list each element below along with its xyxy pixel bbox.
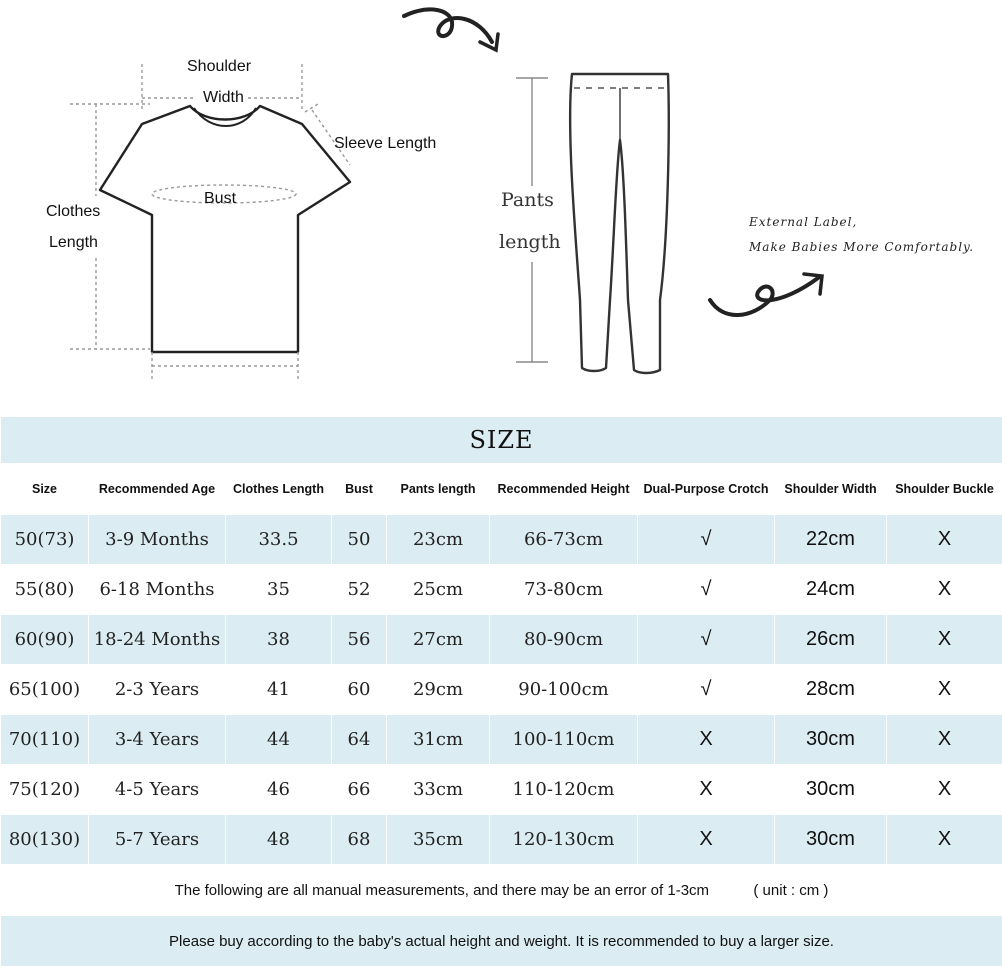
pants-sketch xyxy=(570,74,669,373)
cell-size: 55(80) xyxy=(1,565,89,615)
header-shoulder-width: Shoulder Width xyxy=(775,464,887,515)
cell-height: 90-100cm xyxy=(490,665,638,715)
cell-shoulder-width: 28cm xyxy=(775,665,887,715)
cell-age: 3-4 Years xyxy=(89,715,226,765)
header-pants-length: Pants length xyxy=(387,464,490,515)
cell-shoulder-width: 22cm xyxy=(775,515,887,565)
cell-size: 80(130) xyxy=(1,815,89,865)
width-label: Width xyxy=(203,89,244,107)
unit-note: ( unit : cm ) xyxy=(753,882,828,899)
cell-pants-length: 31cm xyxy=(387,715,490,765)
cell-height: 73-80cm xyxy=(490,565,638,615)
measurement-diagram xyxy=(0,0,1002,416)
cell-size: 50(73) xyxy=(1,515,89,565)
cell-bust: 56 xyxy=(332,615,387,665)
table-row xyxy=(1,715,1002,765)
table-row xyxy=(1,815,1002,865)
header-bust: Bust xyxy=(332,464,387,515)
table-title-row xyxy=(1,417,1002,464)
cell-clothes-length: 38 xyxy=(226,615,332,665)
cell-shoulder-width: 26cm xyxy=(775,615,887,665)
cell-shoulder-width: 30cm xyxy=(775,765,887,815)
cell-size: 75(120) xyxy=(1,765,89,815)
cell-clothes-length: 44 xyxy=(226,715,332,765)
cell-bust: 68 xyxy=(332,815,387,865)
cell-shoulder-buckle: X xyxy=(887,815,1002,865)
external-label-note: External Label, xyxy=(749,215,857,229)
cell-age: 2-3 Years xyxy=(89,665,226,715)
table-row xyxy=(1,665,1002,715)
header-size: Size xyxy=(1,464,89,515)
cell-bust: 52 xyxy=(332,565,387,615)
tshirt-dimension-lines xyxy=(70,64,350,382)
pants-dimension-line xyxy=(516,78,548,362)
purchase-advice-row xyxy=(1,916,1002,967)
cell-age: 6-18 Months xyxy=(89,565,226,615)
cell-shoulder-width: 24cm xyxy=(775,565,887,615)
table-header-row xyxy=(1,464,1002,515)
cell-shoulder-width: 30cm xyxy=(775,815,887,865)
measurement-error-note: The following are all manual measurements, and there may be an error of 1-3cm xyxy=(175,882,709,899)
cell-pants-length: 33cm xyxy=(387,765,490,815)
cell-shoulder-buckle: X xyxy=(887,765,1002,815)
table-row xyxy=(1,765,1002,815)
purchase-advice: Please buy according to the baby's actual height and weight. It is recommended to buy a larger size. xyxy=(1,916,1002,967)
cell-shoulder-width: 30cm xyxy=(775,715,887,765)
cell-crotch: √ xyxy=(638,665,775,715)
cell-clothes-length: 41 xyxy=(226,665,332,715)
curly-arrow-icon xyxy=(404,9,498,50)
cell-shoulder-buckle: X xyxy=(887,565,1002,615)
cell-height: 80-90cm xyxy=(490,615,638,665)
cell-height: 100-110cm xyxy=(490,715,638,765)
cell-crotch: X xyxy=(638,815,775,865)
cell-bust: 64 xyxy=(332,715,387,765)
header-clothes-length: Clothes Length xyxy=(226,464,332,515)
cell-height: 120-130cm xyxy=(490,815,638,865)
cell-age: 18-24 Months xyxy=(89,615,226,665)
sleeve-length-label: Sleeve Length xyxy=(334,135,436,153)
header-recommended-age: Recommended Age xyxy=(89,464,226,515)
cell-age: 5-7 Years xyxy=(89,815,226,865)
curly-arrow-icon-2 xyxy=(710,274,822,315)
cell-pants-length: 29cm xyxy=(387,665,490,715)
tshirt-sketch xyxy=(100,106,350,352)
cell-bust: 50 xyxy=(332,515,387,565)
cell-pants-length: 35cm xyxy=(387,815,490,865)
cell-size: 70(110) xyxy=(1,715,89,765)
cell-bust: 60 xyxy=(332,665,387,715)
cell-size: 60(90) xyxy=(1,615,89,665)
size-table xyxy=(0,416,1002,967)
header-shoulder-buckle: Shoulder Buckle xyxy=(887,464,1002,515)
table-row xyxy=(1,615,1002,665)
cell-shoulder-buckle: X xyxy=(887,515,1002,565)
cell-pants-length: 23cm xyxy=(387,515,490,565)
comfort-note: Make Babies More Comfortably. xyxy=(749,240,974,254)
cell-age: 4-5 Years xyxy=(89,765,226,815)
cell-crotch: √ xyxy=(638,615,775,665)
bust-label: Bust xyxy=(204,190,236,208)
cell-clothes-length: 48 xyxy=(226,815,332,865)
cell-bust: 66 xyxy=(332,765,387,815)
cell-crotch: √ xyxy=(638,515,775,565)
cell-pants-length: 25cm xyxy=(387,565,490,615)
cell-shoulder-buckle: X xyxy=(887,615,1002,665)
cell-shoulder-buckle: X xyxy=(887,665,1002,715)
header-recommended-height: Recommended Height xyxy=(490,464,638,515)
cell-crotch: X xyxy=(638,715,775,765)
cell-height: 66-73cm xyxy=(490,515,638,565)
cell-clothes-length: 46 xyxy=(226,765,332,815)
clothes-label: Clothes xyxy=(46,203,100,221)
table-row xyxy=(1,515,1002,565)
measurement-note-row xyxy=(1,865,1002,916)
cell-shoulder-buckle: X xyxy=(887,715,1002,765)
pants-label: Pants xyxy=(501,189,554,211)
cell-crotch: X xyxy=(638,765,775,815)
cell-clothes-length: 33.5 xyxy=(226,515,332,565)
pants-length-label: length xyxy=(499,231,561,253)
table-title: SIZE xyxy=(1,417,1002,464)
header-dual-purpose-crotch: Dual-Purpose Crotch xyxy=(638,464,775,515)
cell-size: 65(100) xyxy=(1,665,89,715)
cell-crotch: √ xyxy=(638,565,775,615)
measurement-note xyxy=(1,865,1002,916)
cell-clothes-length: 35 xyxy=(226,565,332,615)
cell-height: 110-120cm xyxy=(490,765,638,815)
cell-age: 3-9 Months xyxy=(89,515,226,565)
length-label: Length xyxy=(49,234,98,252)
shoulder-label: Shoulder xyxy=(187,58,251,76)
cell-pants-length: 27cm xyxy=(387,615,490,665)
table-row xyxy=(1,565,1002,615)
